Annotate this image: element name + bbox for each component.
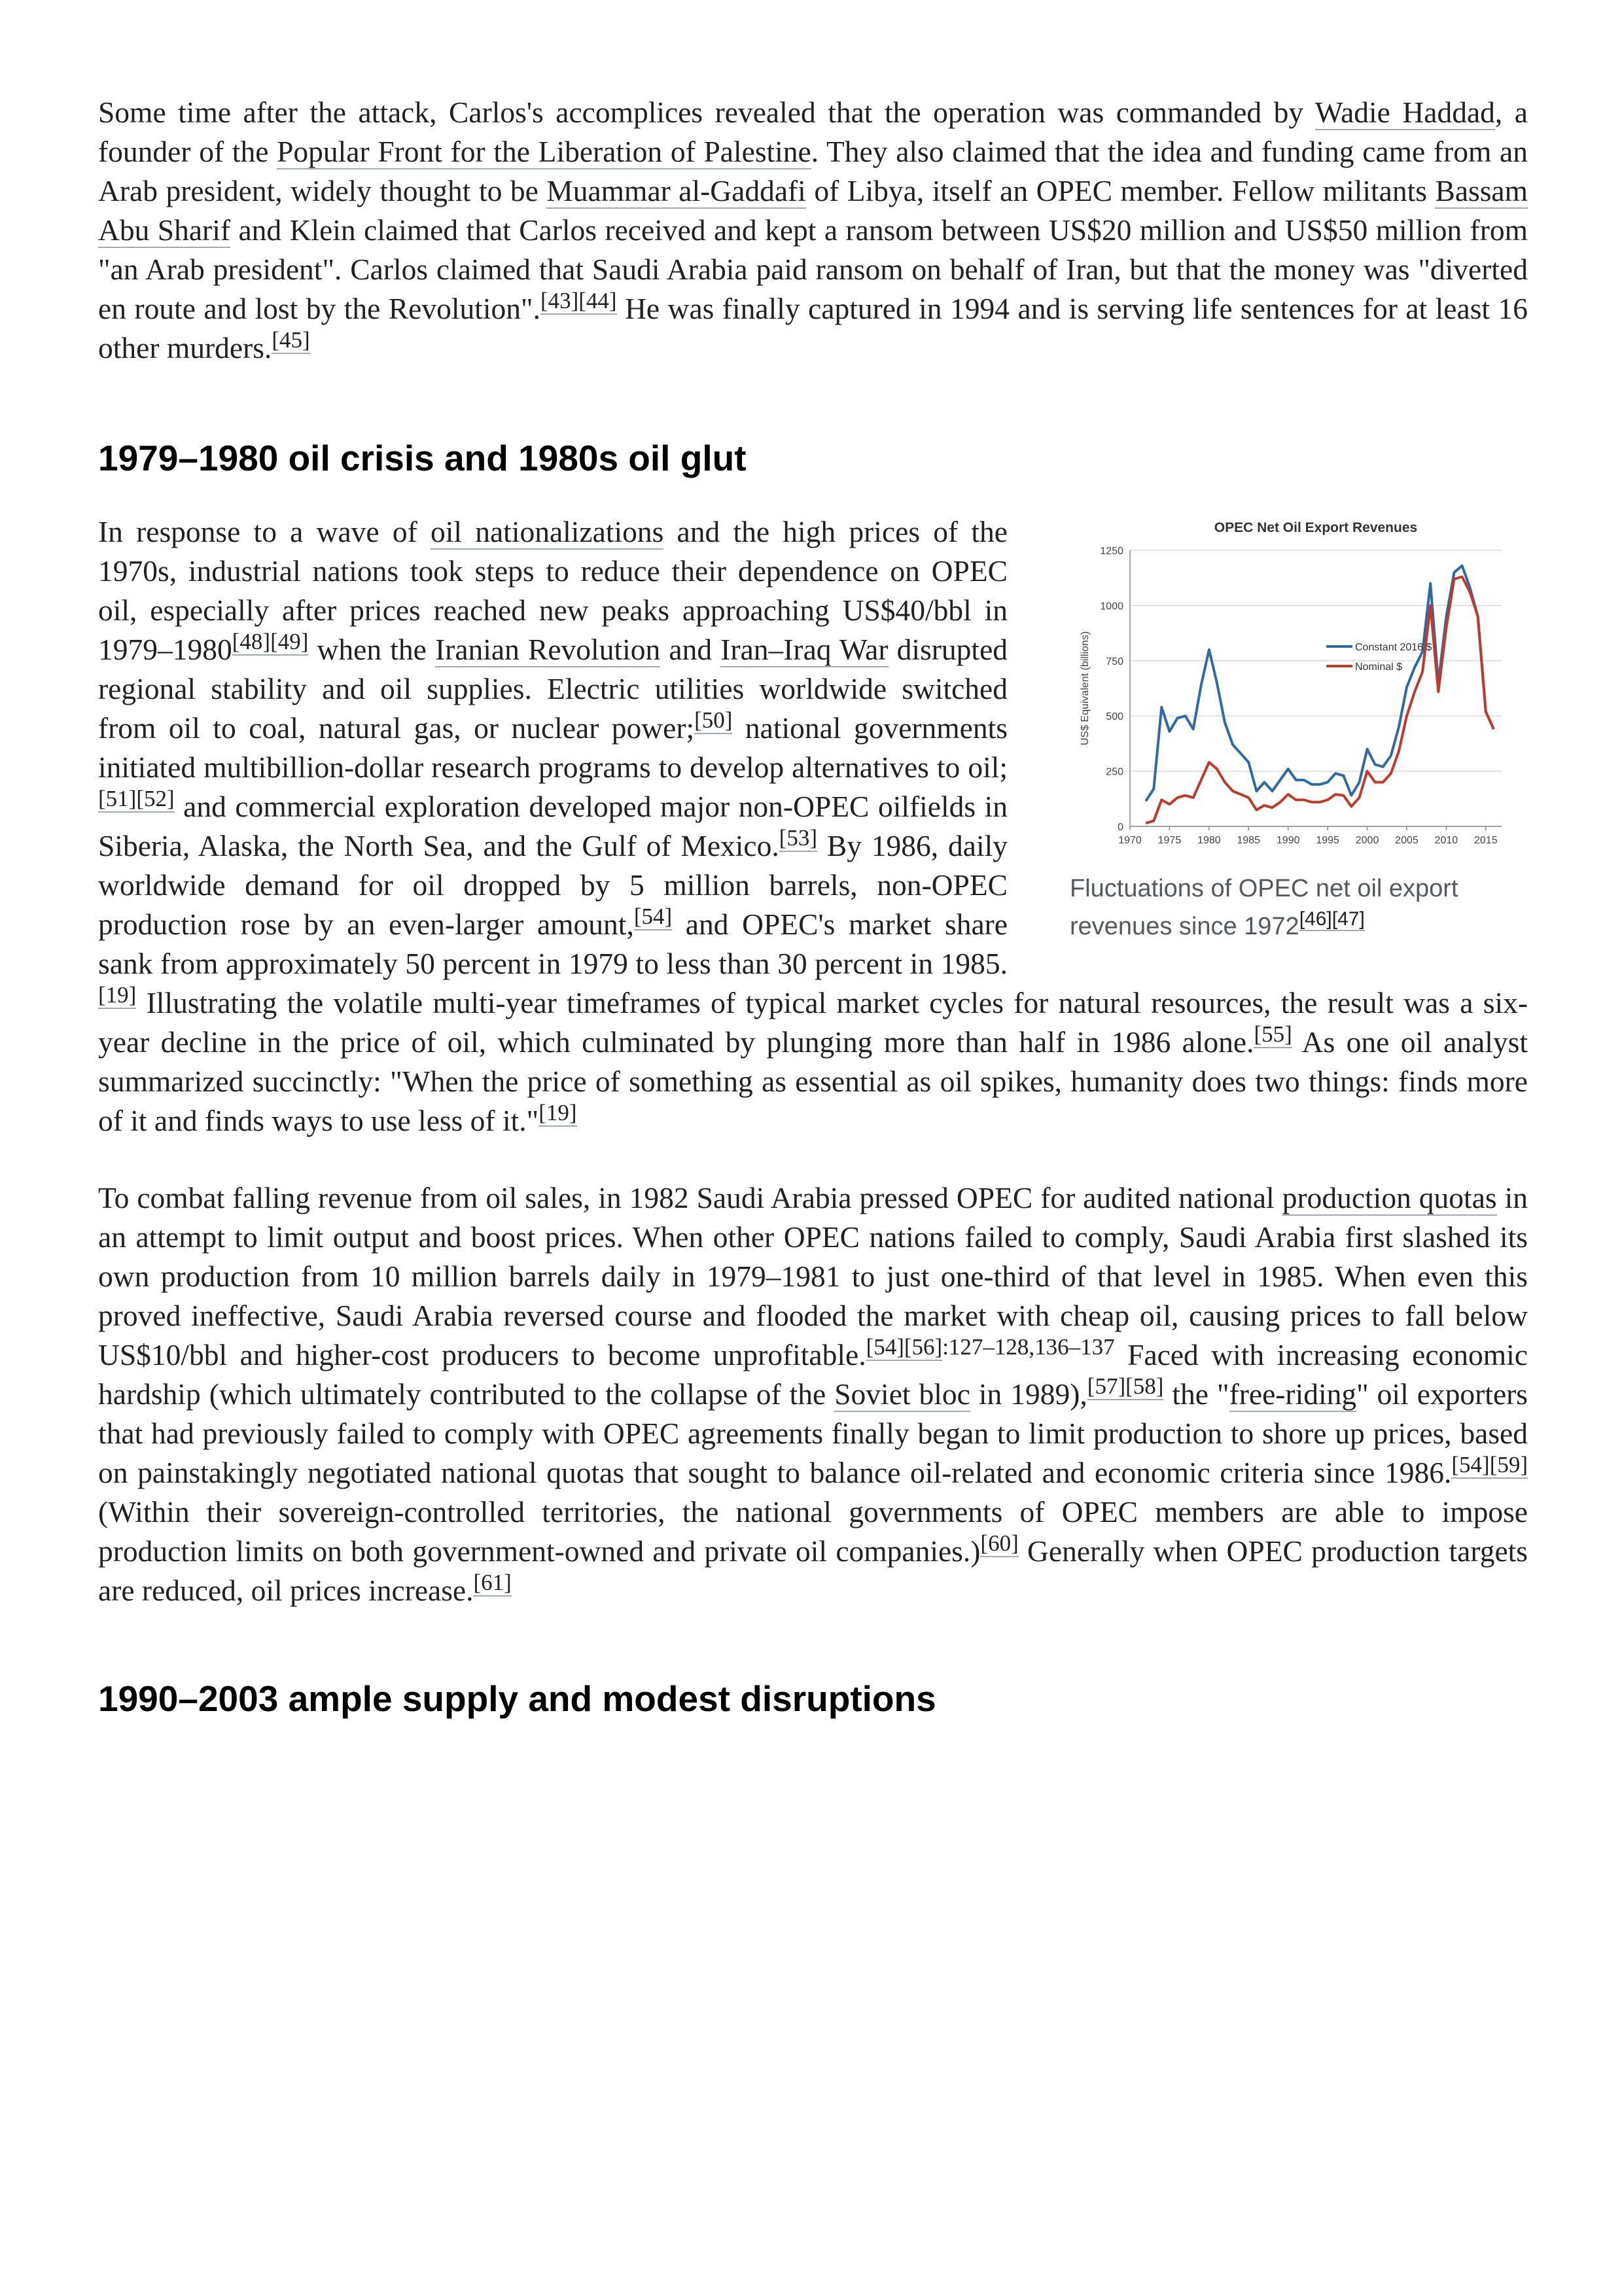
citation-48[interactable]: [48] xyxy=(232,629,271,654)
citation-49[interactable]: [49] xyxy=(270,629,309,654)
citation-61[interactable]: [61] xyxy=(473,1570,512,1595)
section-heading-oil-crisis: 1979–1980 oil crisis and 1980s oil glut xyxy=(98,438,747,478)
citation-56[interactable]: [56] xyxy=(904,1334,943,1360)
citation-60[interactable]: [60] xyxy=(980,1530,1019,1556)
citation-19[interactable]: [19] xyxy=(98,982,137,1008)
text: and the high prices of the 1970s, industrial nations took steps to reduce their dependence on OPEC oil, especially after prices reached new peaks approaching US$40/bbl in 1979–1980 xyxy=(98,515,1008,666)
text: national governments initiated multibillion-dollar research programs to develop alternatives to oil; xyxy=(98,711,1008,784)
text: and OPEC's market share sank from approximately 50 percent in 1979 to less than 30 percent in 1985. xyxy=(98,908,1008,980)
text: disrupted regional stability and oil supplies. Electric utilities worldwide switched from oil to coal, natural gas, or nuclear power; xyxy=(98,633,1008,745)
x-tick-label: 1975 xyxy=(1157,835,1182,846)
y-tick-label: 250 xyxy=(1106,766,1123,778)
text: in 1989), xyxy=(970,1377,1087,1411)
text: and Klein claimed that Carlos received and kept a ransom between US$20 million and US$50 million from "an Arab president". Carlos claimed that Saudi Arabia paid ransom on behalf of Iran, but that the money was "diverted en route and lost by the Revolution". xyxy=(98,213,1528,325)
text: (Within their sovereign-controlled territories, the national governments of OPEC members are able to impose production limits on both government-owned and private oil companies.) xyxy=(98,1495,1528,1568)
citation-55[interactable]: [55] xyxy=(1254,1021,1292,1047)
text: To combat falling revenue from oil sales, in 1982 Saudi Arabia pressed OPEC for audited national xyxy=(98,1181,1282,1214)
text: of Libya, itself an OPEC member. Fellow militants xyxy=(805,174,1436,207)
citation-50[interactable]: [50] xyxy=(694,707,733,733)
citation-51[interactable]: [51] xyxy=(98,786,137,811)
link-iranian-revolution[interactable]: Iranian Revolution xyxy=(435,633,661,666)
x-tick-label: 1980 xyxy=(1197,835,1221,846)
citation-54[interactable]: [54] xyxy=(866,1334,904,1360)
text: As one oil analyst summarized succinctly: "When the price of something as essential as oil spikes, humanity does two things: finds more of it and finds ways to use less of it." xyxy=(98,1025,1528,1137)
text: Illustrating the volatile multi-year timeframes of typical market cycles for natural resources, the result was a six-year decline in the price of oil, which culminated by plunging more than half in 1986 alone. xyxy=(98,986,1528,1059)
y-tick-label: 500 xyxy=(1106,711,1123,723)
x-tick-label: 2010 xyxy=(1434,835,1458,846)
link-free-riding[interactable]: free-riding xyxy=(1229,1377,1357,1411)
figure-caption xyxy=(1070,870,1528,945)
citation-46[interactable]: [46] xyxy=(1299,908,1332,930)
text: Some time after the attack, Carlos's accomplices revealed that the operation was commanded by xyxy=(98,96,1315,129)
y-tick-label: 1250 xyxy=(1100,546,1123,557)
link-gaddafi[interactable]: Muammar al-Gaddafi xyxy=(546,174,806,207)
x-tick-label: 2000 xyxy=(1355,835,1379,846)
link-iran-iraq-war[interactable]: Iran–Iraq War xyxy=(720,633,889,666)
citation-44[interactable]: [44] xyxy=(578,288,617,313)
text: and xyxy=(660,633,721,666)
link-wadie-haddad[interactable]: Wadie Haddad xyxy=(1314,96,1495,129)
text: . They also claimed that the idea and funding came from an Arab president, widely thought to be xyxy=(98,135,1528,207)
text: when the xyxy=(308,633,436,666)
x-tick-label: 2015 xyxy=(1474,835,1498,846)
citation-59[interactable]: [59] xyxy=(1489,1452,1528,1477)
text: and commercial exploration developed major non-OPEC oilfields in Siberia, Alaska, the North Sea, and the Gulf of Mexico. xyxy=(98,790,1008,862)
y-tick-label: 750 xyxy=(1106,656,1123,667)
link-oil-nationalizations[interactable]: oil nationalizations xyxy=(430,515,664,548)
link-pflp[interactable]: Popular Front for the Liberation of Palestine xyxy=(277,135,811,168)
text: the " xyxy=(1163,1377,1229,1411)
chart-title: OPEC Net Oil Export Revenues xyxy=(1214,520,1418,535)
caption-text: Fluctuations of OPEC net oil export revenues since 1972 xyxy=(1070,875,1458,940)
text: He was finally captured in 1994 and is serving life sentences for at least 16 other murders. xyxy=(98,292,1528,364)
x-tick-label: 2005 xyxy=(1395,835,1419,846)
paragraph-carlos xyxy=(98,93,1528,368)
citation-47[interactable]: [47] xyxy=(1331,908,1365,930)
text: By 1986, daily worldwide demand for oil dropped by 5 million barrels, non-OPEC production rose by an even-larger amount, xyxy=(98,829,1008,941)
y-tick-label: 1000 xyxy=(1100,601,1123,612)
citation-54[interactable]: [54] xyxy=(633,904,673,929)
text: Faced with increasing economic hardship (which ultimately contributed to the collapse of the xyxy=(98,1338,1528,1411)
text: Generally when OPEC production targets are reduced, oil prices increase. xyxy=(98,1534,1528,1607)
citation-57[interactable]: [57] xyxy=(1087,1373,1126,1399)
text: In response to a wave of xyxy=(98,515,431,548)
text: in an attempt to limit output and boost prices. When other OPEC nations failed to comply, Saudi Arabia first slashed its own production from 10 million barrels daily in 1979–1981 to just one-third of that level in 1985. When even this proved ineffective, Saudi Arabia reversed course and flooded the market with cheap oil, causing prices to fall below US$10/bbl and higher-cost producers to become unprofitable. xyxy=(98,1181,1528,1371)
citation-45[interactable]: [45] xyxy=(272,327,310,353)
legend-label: Nominal $ xyxy=(1355,662,1403,673)
y-axis-label: US$ Equivalent (billions) xyxy=(1080,631,1091,746)
citation-53[interactable]: [53] xyxy=(779,825,818,851)
opec-revenue-chart xyxy=(1070,512,1528,866)
link-soviet-bloc[interactable]: Soviet bloc xyxy=(834,1377,970,1411)
y-tick-label: 0 xyxy=(1118,822,1123,833)
citation-pages: :127–128,136–137 xyxy=(942,1334,1115,1360)
text: , a founder of the xyxy=(98,96,1528,168)
citation-58[interactable]: [58] xyxy=(1125,1373,1164,1399)
section-heading-ample-supply: 1990–2003 ample supply and modest disruptions xyxy=(98,1678,936,1719)
x-tick-label: 1970 xyxy=(1118,835,1142,846)
series-line-constant-2016 xyxy=(1146,566,1494,802)
text: " oil exporters that had previously failed to comply with OPEC agreements finally began to limit production to shore up prices, based on painstakingly negotiated national quotas that sought to balance oil-related and economic criteria since 1986. xyxy=(98,1377,1528,1489)
link-bassam-abu-sharif[interactable]: Bassam Abu Sharif xyxy=(98,174,1528,247)
x-tick-label: 1990 xyxy=(1276,835,1300,846)
paragraph-quotas xyxy=(98,1178,1528,1610)
x-tick-label: 1995 xyxy=(1316,835,1339,846)
opec-revenue-figure xyxy=(1070,512,1528,945)
citation-54[interactable]: [54] xyxy=(1451,1452,1490,1477)
article-page xyxy=(98,93,1528,1722)
citation-52[interactable]: [52] xyxy=(136,786,175,811)
citation-43[interactable]: [43] xyxy=(540,288,579,313)
citation-19[interactable]: [19] xyxy=(538,1100,577,1125)
x-tick-label: 1985 xyxy=(1237,835,1261,846)
link-production-quotas[interactable]: production quotas xyxy=(1282,1181,1497,1214)
legend-label: Constant 2016 $ xyxy=(1355,642,1432,653)
